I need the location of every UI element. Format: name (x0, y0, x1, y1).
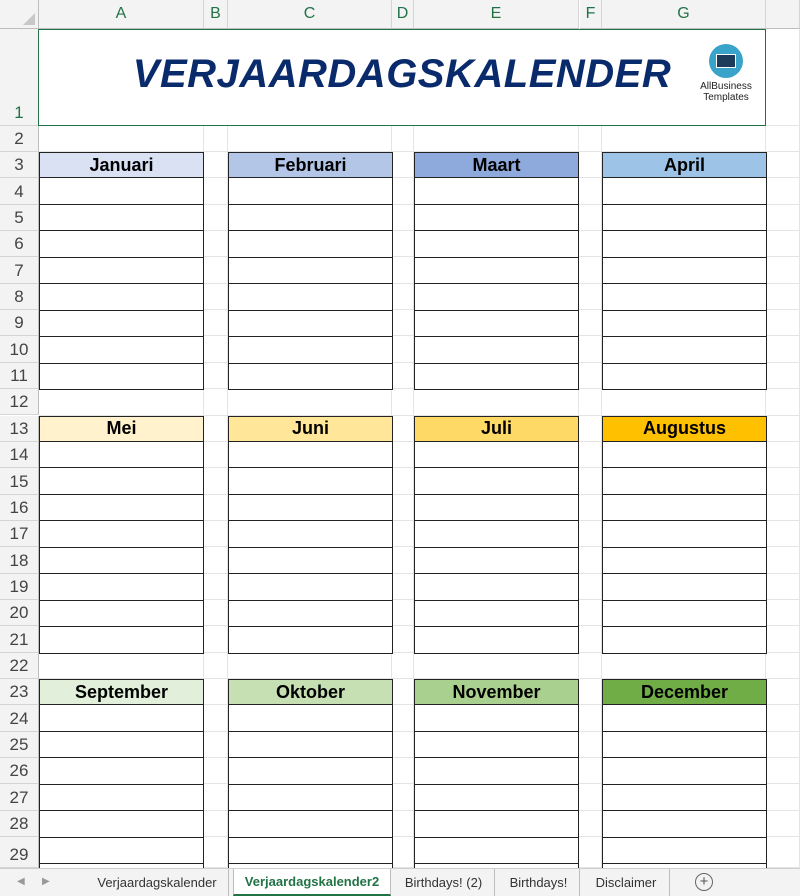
row-header-16[interactable]: 16 (0, 495, 39, 521)
column-header-g[interactable]: G (602, 0, 766, 29)
month-header[interactable]: Mei (39, 416, 204, 442)
column-header-a[interactable]: A (39, 0, 204, 29)
month-block-augustus (602, 416, 767, 654)
birthday-entry-cell[interactable] (39, 838, 204, 865)
row-header-18[interactable]: 18 (0, 547, 39, 573)
row-header-3[interactable]: 3 (0, 152, 39, 178)
birthday-entry-cell[interactable] (414, 468, 579, 495)
birthday-entry-cell[interactable] (602, 521, 767, 548)
birthday-entry-cell[interactable] (228, 178, 393, 205)
birthday-entry-cell[interactable] (414, 521, 579, 548)
birthday-entry-cell[interactable] (39, 785, 204, 812)
birthday-entry-cell[interactable] (414, 231, 579, 258)
sheet-tab[interactable]: Birthdays! (498, 869, 580, 896)
row-header-24[interactable]: 24 (0, 705, 39, 731)
birthday-entry-cell[interactable] (414, 178, 579, 205)
birthday-entry-cell[interactable] (414, 548, 579, 575)
birthday-entry-cell[interactable] (39, 548, 204, 575)
sheet-tab-bar (0, 868, 800, 896)
month-block-maart (414, 152, 579, 390)
birthday-entry-cell[interactable] (602, 468, 767, 495)
birthday-entry-cell[interactable] (602, 785, 767, 812)
month-header[interactable]: Juli (414, 416, 579, 442)
logo-line2: Templates (703, 92, 749, 103)
row-header-26[interactable]: 26 (0, 758, 39, 784)
birthday-entry-cell[interactable] (414, 284, 579, 311)
birthday-entry-cell[interactable] (39, 258, 204, 285)
month-block-juni (228, 416, 393, 654)
column-header-d[interactable]: D (392, 0, 414, 29)
row-header-11[interactable]: 11 (0, 363, 39, 389)
birthday-entry-cell[interactable] (39, 468, 204, 495)
birthday-entry-cell[interactable] (228, 468, 393, 495)
column-header-blank[interactable] (766, 0, 800, 29)
month-block-november (414, 679, 579, 868)
row-header-9[interactable]: 9 (0, 310, 39, 336)
row-header-6[interactable]: 6 (0, 231, 39, 257)
month-header[interactable]: April (602, 152, 767, 178)
birthday-entry-cell[interactable] (602, 311, 767, 338)
birthday-entry-cell[interactable] (602, 178, 767, 205)
month-header[interactable]: Oktober (228, 679, 393, 705)
month-header[interactable]: Februari (228, 152, 393, 178)
row-header-17[interactable]: 17 (0, 521, 39, 547)
birthday-entry-cell[interactable] (414, 574, 579, 601)
birthday-entry-cell[interactable] (228, 311, 393, 338)
row-header-12[interactable]: 12 (0, 389, 39, 415)
birthday-entry-cell[interactable] (228, 811, 393, 838)
birthday-entry-cell[interactable] (39, 364, 204, 391)
birthday-entry-cell[interactable] (39, 231, 204, 258)
birthday-entry-cell[interactable] (39, 495, 204, 522)
birthday-entry-cell[interactable] (602, 337, 767, 364)
birthday-entry-cell[interactable] (39, 811, 204, 838)
birthday-entry-cell[interactable] (228, 231, 393, 258)
row-header-4[interactable]: 4 (0, 178, 39, 204)
birthday-entry-cell[interactable] (39, 732, 204, 759)
birthday-entry-cell[interactable] (602, 705, 767, 732)
birthday-entry-cell[interactable] (414, 311, 579, 338)
select-all-corner[interactable] (0, 0, 39, 29)
laptop-icon (709, 44, 743, 78)
column-header-b[interactable]: B (204, 0, 228, 29)
birthday-entry-cell[interactable] (602, 811, 767, 838)
month-header[interactable]: Januari (39, 152, 204, 178)
birthday-entry-cell[interactable] (39, 205, 204, 232)
birthday-entry-cell[interactable] (39, 627, 204, 654)
column-header-e[interactable]: E (414, 0, 579, 29)
birthday-entry-cell[interactable] (228, 758, 393, 785)
birthday-entry-cell[interactable] (602, 732, 767, 759)
birthday-entry-cell[interactable] (228, 627, 393, 654)
row-header-29[interactable]: 29 (0, 837, 39, 868)
birthday-entry-cell[interactable] (602, 548, 767, 575)
birthday-entry-cell[interactable] (602, 758, 767, 785)
birthday-entry-cell[interactable] (602, 838, 767, 865)
birthday-entry-cell[interactable] (414, 258, 579, 285)
birthday-entry-cell[interactable] (228, 442, 393, 469)
month-block-september (39, 679, 204, 868)
birthday-entry-cell[interactable] (39, 601, 204, 628)
month-header[interactable]: Maart (414, 152, 579, 178)
sheet-tab[interactable]: Birthdays! (2) (393, 869, 495, 896)
scroll-right-icon[interactable]: ▶ (42, 876, 50, 887)
birthday-entry-cell[interactable] (39, 758, 204, 785)
month-header[interactable]: September (39, 679, 204, 705)
birthday-entry-cell[interactable] (228, 495, 393, 522)
scroll-left-icon[interactable]: ◀ (17, 876, 25, 887)
birthday-entry-cell[interactable] (39, 311, 204, 338)
birthday-entry-cell[interactable] (602, 364, 767, 391)
birthday-entry-cell[interactable] (39, 521, 204, 548)
row-header-5[interactable]: 5 (0, 205, 39, 231)
birthday-entry-cell[interactable] (414, 442, 579, 469)
logo-line1: AllBusiness (700, 81, 752, 92)
row-header-21[interactable]: 21 (0, 626, 39, 652)
month-block-december (602, 679, 767, 868)
month-block-januari (39, 152, 204, 390)
birthday-entry-cell[interactable] (414, 811, 579, 838)
column-header-f[interactable]: F (580, 0, 602, 29)
row-header-28[interactable]: 28 (0, 811, 39, 837)
birthday-entry-cell[interactable] (228, 601, 393, 628)
birthday-entry-cell[interactable] (39, 705, 204, 732)
row-header-19[interactable]: 19 (0, 574, 39, 600)
month-block-oktober (228, 679, 393, 868)
sheet-tab[interactable]: Verjaardagskalender (86, 869, 229, 896)
row-header-10[interactable]: 10 (0, 336, 39, 362)
row-header-25[interactable]: 25 (0, 732, 39, 758)
title-cell[interactable] (38, 29, 766, 126)
birthday-entry-cell[interactable] (39, 337, 204, 364)
birthday-entry-cell[interactable] (414, 785, 579, 812)
row-header-2[interactable]: 2 (0, 126, 39, 152)
sheet-tab[interactable]: Disclaimer (583, 869, 670, 896)
add-sheet-icon[interactable]: + (695, 873, 713, 891)
month-block-februari (228, 152, 393, 390)
birthday-entry-cell[interactable] (39, 178, 204, 205)
birthday-entry-cell[interactable] (602, 442, 767, 469)
birthday-entry-cell[interactable] (602, 627, 767, 654)
birthday-entry-cell[interactable] (602, 231, 767, 258)
month-header[interactable]: Augustus (602, 416, 767, 442)
row-header-14[interactable]: 14 (0, 442, 39, 468)
birthday-entry-cell[interactable] (414, 364, 579, 391)
birthday-entry-cell[interactable] (228, 205, 393, 232)
birthday-entry-cell[interactable] (414, 758, 579, 785)
birthday-entry-cell[interactable] (602, 258, 767, 285)
birthday-entry-cell[interactable] (602, 284, 767, 311)
birthday-entry-cell[interactable] (228, 284, 393, 311)
birthday-entry-cell[interactable] (414, 732, 579, 759)
birthday-entry-cell[interactable] (602, 205, 767, 232)
row-header-1[interactable]: 1 (0, 29, 39, 126)
birthday-entry-cell[interactable] (414, 601, 579, 628)
row-header-8[interactable]: 8 (0, 284, 39, 310)
month-header[interactable]: Juni (228, 416, 393, 442)
birthday-entry-cell[interactable] (228, 337, 393, 364)
birthday-entry-cell[interactable] (39, 284, 204, 311)
birthday-entry-cell[interactable] (414, 205, 579, 232)
birthday-entry-cell[interactable] (39, 574, 204, 601)
row-header-23[interactable]: 23 (0, 679, 39, 705)
birthday-entry-cell[interactable] (602, 574, 767, 601)
birthday-entry-cell[interactable] (602, 601, 767, 628)
month-header[interactable]: December (602, 679, 767, 705)
row-header-7[interactable]: 7 (0, 257, 39, 283)
row-header-22[interactable]: 22 (0, 653, 39, 679)
month-block-mei (39, 416, 204, 654)
birthday-entry-cell[interactable] (414, 838, 579, 865)
row-header-20[interactable]: 20 (0, 600, 39, 626)
column-header-c[interactable]: C (228, 0, 392, 29)
birthday-entry-cell[interactable] (228, 838, 393, 865)
birthday-entry-cell[interactable] (228, 705, 393, 732)
birthday-entry-cell[interactable] (228, 521, 393, 548)
birthday-entry-cell[interactable] (39, 442, 204, 469)
birthday-entry-cell[interactable] (414, 495, 579, 522)
sheet-tab[interactable]: Verjaardagskalender2 (233, 869, 391, 896)
birthday-entry-cell[interactable] (228, 364, 393, 391)
row-header-15[interactable]: 15 (0, 468, 39, 494)
birthday-entry-cell[interactable] (414, 627, 579, 654)
birthday-entry-cell[interactable] (228, 258, 393, 285)
birthday-entry-cell[interactable] (414, 337, 579, 364)
birthday-entry-cell[interactable] (228, 574, 393, 601)
birthday-entry-cell[interactable] (228, 732, 393, 759)
birthday-entry-cell[interactable] (228, 785, 393, 812)
month-block-juli (414, 416, 579, 654)
row-header-27[interactable]: 27 (0, 784, 39, 810)
month-header[interactable]: November (414, 679, 579, 705)
page-title: VERJAARDAGSKALENDER (132, 52, 672, 96)
birthday-entry-cell[interactable] (602, 495, 767, 522)
row-header-13[interactable]: 13 (0, 416, 39, 442)
allbusiness-logo (691, 44, 761, 103)
month-block-april (602, 152, 767, 390)
birthday-entry-cell[interactable] (414, 705, 579, 732)
birthday-entry-cell[interactable] (228, 548, 393, 575)
